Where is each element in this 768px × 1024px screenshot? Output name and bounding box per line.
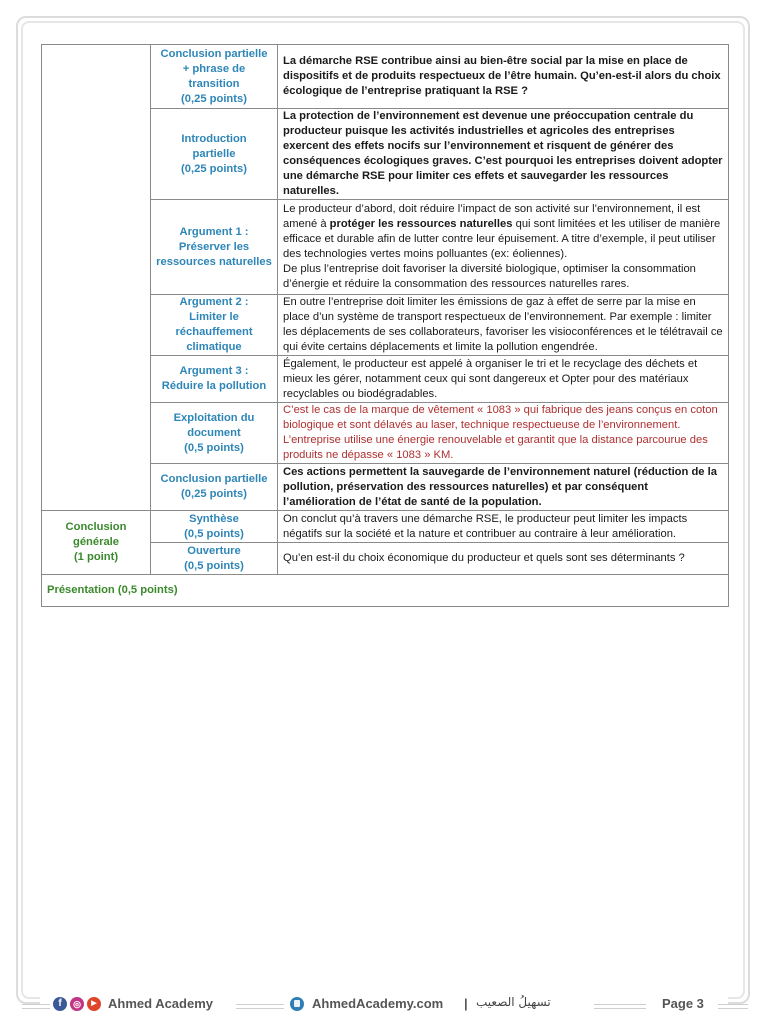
label-line: (0,25 points) bbox=[181, 488, 247, 500]
footer-arabic-slogan: تسهيلُ الصعيب bbox=[476, 995, 551, 1009]
label-line: (0,25 points) bbox=[181, 162, 247, 175]
footer-divider bbox=[236, 1004, 284, 1009]
table-row-synthese bbox=[42, 511, 729, 543]
section-cell-empty bbox=[42, 45, 151, 511]
label-line: Préserver les bbox=[178, 240, 250, 253]
footer-divider bbox=[718, 1004, 748, 1009]
content-text: Le producteur d’abord, doit réduire l’impact de son activité sur l’environnement, il est amené à bbox=[283, 203, 701, 230]
row-label bbox=[151, 295, 278, 356]
label-line: ressources naturelles bbox=[156, 255, 272, 268]
label-line: Argument 1 : bbox=[179, 225, 249, 238]
row-content: Également, le producteur est appelé à organiser le tri et le recyclage des déchets et mieux les gérer, notamment ceux qui sont dangereux et Opter pour des matériaux recyclables ou biodégradables. bbox=[278, 356, 729, 403]
section-label-conclusion bbox=[42, 511, 151, 575]
table-row bbox=[42, 45, 729, 109]
content-text: L’entreprise utilise une énergie renouvelable et garantit que la distance parcourue des produits ne dépasse « 1083 » KM. bbox=[283, 434, 708, 461]
content-text: C’est le cas de la marque de vêtement « 1083 » qui fabrique des jeans conçus en coton biologique et sont délavés au laser, technique respectueuse de l’environnement. bbox=[283, 404, 718, 431]
footer-website[interactable]: AhmedAcademy.com bbox=[312, 996, 444, 1011]
row-label bbox=[151, 464, 278, 511]
label-line: Introduction bbox=[181, 132, 247, 145]
table-row-presentation bbox=[42, 575, 729, 607]
label-line: Conclusion partielle bbox=[160, 473, 268, 485]
row-content: La protection de l’environnement est devenue une préoccupation centrale du producteur puisque les activités industrielles et agricoles des entreprises exercent des effets nocifs sur l’environnement et risquent de générer des conséquences écologiques graves. C’est pourquoi les entreprises doivent adopter une démarche RSE pour limiter ces effets et sauvegarder les ressources naturelles. bbox=[278, 109, 729, 200]
label-line: (0,5 points) bbox=[184, 559, 244, 572]
row-label bbox=[151, 511, 278, 543]
row-content: Qu’en est-il du choix économique du producteur et quels sont ses déterminants ? bbox=[278, 543, 729, 575]
label-line: climatique bbox=[186, 341, 242, 353]
row-label bbox=[151, 45, 278, 109]
presentation-label: Présentation (0,5 points) bbox=[42, 575, 729, 607]
label-line: Réduire la pollution bbox=[161, 380, 267, 392]
label-line: + phrase de bbox=[182, 62, 246, 75]
row-content: On conclut qu’à travers une démarche RSE, le producteur peut limiter les impacts négatifs sur la société et la nature et contribuer au contraire à leur amélioration. bbox=[278, 511, 729, 543]
content-text-bold: protéger les ressources naturelles bbox=[329, 218, 513, 230]
footer-divider bbox=[594, 1004, 646, 1009]
content-text: De plus l’entreprise doit favoriser la diversité biologique, optimiser la consommation d’énergie et réduire la consommation des ressources naturelles rares. bbox=[283, 263, 696, 290]
row-label bbox=[151, 356, 278, 403]
label-line: Argument 2 : bbox=[179, 296, 249, 308]
label-line: Synthèse bbox=[189, 512, 239, 525]
label-line: (0,5 points) bbox=[184, 527, 244, 540]
website-icon bbox=[290, 997, 304, 1011]
row-content bbox=[278, 200, 729, 295]
instagram-icon[interactable]: ◎ bbox=[70, 997, 84, 1011]
label-line: (0,25 points) bbox=[181, 92, 247, 105]
footer-divider bbox=[22, 1004, 50, 1009]
label-line: réchauffement bbox=[175, 326, 253, 338]
content-text: qui sont limitées et les utiliser de manière efficace et durable afin de lutter contre leur épuisement. A titre d’exemple, il peut utiliser des technologies vertes moins polluantes (ex: éoliennes). bbox=[283, 218, 721, 260]
footer-separator: | bbox=[464, 996, 468, 1011]
row-label bbox=[151, 403, 278, 464]
row-content: Ces actions permettent la sauvegarde de l’environnement naturel (réduction de la pollution, préservation des ressources naturelles) et par conséquent l’amélioration de l’état de santé de la population. bbox=[278, 464, 729, 511]
row-label bbox=[151, 543, 278, 575]
row-content: En outre l’entreprise doit limiter les émissions de gaz à effet de serre par la mise en place d’un système de transport respectueux de l’environnement. Par exemple : limiter les déplacements de ses collaborateurs, favoriser les visioconférences et le télétravail ce qui évite certains déplacements et limite la pollution engendrée. bbox=[278, 295, 729, 356]
page-number: Page 3 bbox=[662, 996, 704, 1011]
label-line: partielle bbox=[192, 147, 236, 160]
footer-brand: Ahmed Academy bbox=[108, 996, 213, 1011]
row-content bbox=[278, 403, 729, 464]
grading-table bbox=[41, 44, 729, 607]
label-line: Conclusion bbox=[65, 521, 127, 533]
row-label bbox=[151, 200, 278, 295]
label-line: transition bbox=[188, 77, 240, 90]
label-line: (0,5 points) bbox=[184, 441, 244, 454]
page-footer bbox=[0, 994, 768, 1018]
youtube-icon[interactable]: ▶ bbox=[87, 997, 101, 1011]
label-line: (1 point) bbox=[73, 551, 119, 563]
label-line: Ouverture bbox=[187, 544, 241, 557]
row-label bbox=[151, 109, 278, 200]
row-content: La démarche RSE contribue ainsi au bien-être social par la mise en place de dispositifs et de produits respectueux de l’être humain. Qu’en-est-il alors du choix écologique de l’entreprise pratiquant la RSE ? bbox=[278, 45, 729, 109]
facebook-icon[interactable]: f bbox=[53, 997, 67, 1011]
label-line: Limiter le bbox=[189, 311, 239, 323]
label-line: Conclusion partielle bbox=[160, 47, 268, 60]
label-line: document bbox=[187, 426, 241, 439]
label-line: générale bbox=[72, 536, 120, 548]
label-line: Argument 3 : bbox=[179, 365, 249, 377]
label-line: Exploitation du bbox=[173, 411, 255, 424]
